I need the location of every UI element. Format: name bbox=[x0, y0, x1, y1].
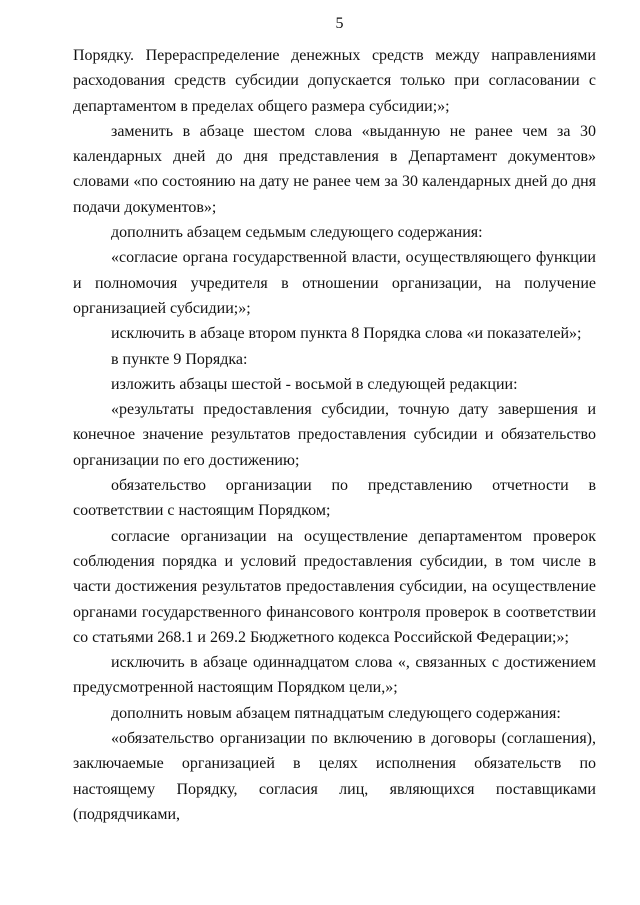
paragraph: Порядку. Перераспределение денежных средств между направлениями расходования средств субсидии допускается только при согласовании с департаментом в пределах общего размера субсидии;»; bbox=[73, 47, 596, 115]
paragraph: дополнить абзацем седьмым следующего содержания: bbox=[111, 224, 483, 242]
paragraph: дополнить новым абзацем пятнадцатым следующего содержания: bbox=[111, 704, 561, 722]
paragraph: обязательство организации по представлению отчетности в соответствии с настоящим Порядком; bbox=[73, 477, 596, 520]
paragraph: в пункте 9 Порядка: bbox=[111, 350, 248, 368]
paragraph: «согласие органа государственной власти, осуществляющего функции и полномочия учредителя в отношении организации, на получение организацией субсидии;»; bbox=[73, 249, 596, 317]
paragraph: согласие организации на осуществление департаментом проверок соблюдения порядка и условий предоставления субсидии, в том числе в части достижения результатов предоставления субсидии, на осуществление органами государственного финансового контроля проверок в соответствии со статьями 268.1 и 269.2 Бюджетного кодекса Российской Федерации;»; bbox=[73, 527, 596, 646]
page-number: 5 bbox=[335, 15, 344, 32]
paragraph: «результаты предоставления субсидии, точную дату завершения и конечное значение результатов предоставления субсидии и обязательство организации по его достижению; bbox=[73, 401, 596, 469]
document-body bbox=[73, 43, 596, 827]
paragraph: «обязательство организации по включению в договоры (соглашения), заключаемые организацией в целях исполнения обязательств по настоящему Порядку, согласия лиц, являющихся поставщиками (подрядчиками, bbox=[73, 730, 596, 823]
paragraph: изложить абзацы шестой - восьмой в следующей редакции: bbox=[111, 375, 518, 393]
paragraph: заменить в абзаце шестом слова «выданную не ранее чем за 30 календарных дней до дня представления в Департамент документов» словами «по состоянию на дату не ранее чем за 30 календарных дней до дня подачи документов»; bbox=[73, 122, 596, 216]
paragraph: исключить в абзаце втором пункта 8 Порядка слова «и показателей»; bbox=[111, 325, 582, 343]
paragraph: исключить в абзаце одиннадцатом слова «, связанных с достижением предусмотренной настоящим Порядком цели,»; bbox=[73, 654, 596, 697]
